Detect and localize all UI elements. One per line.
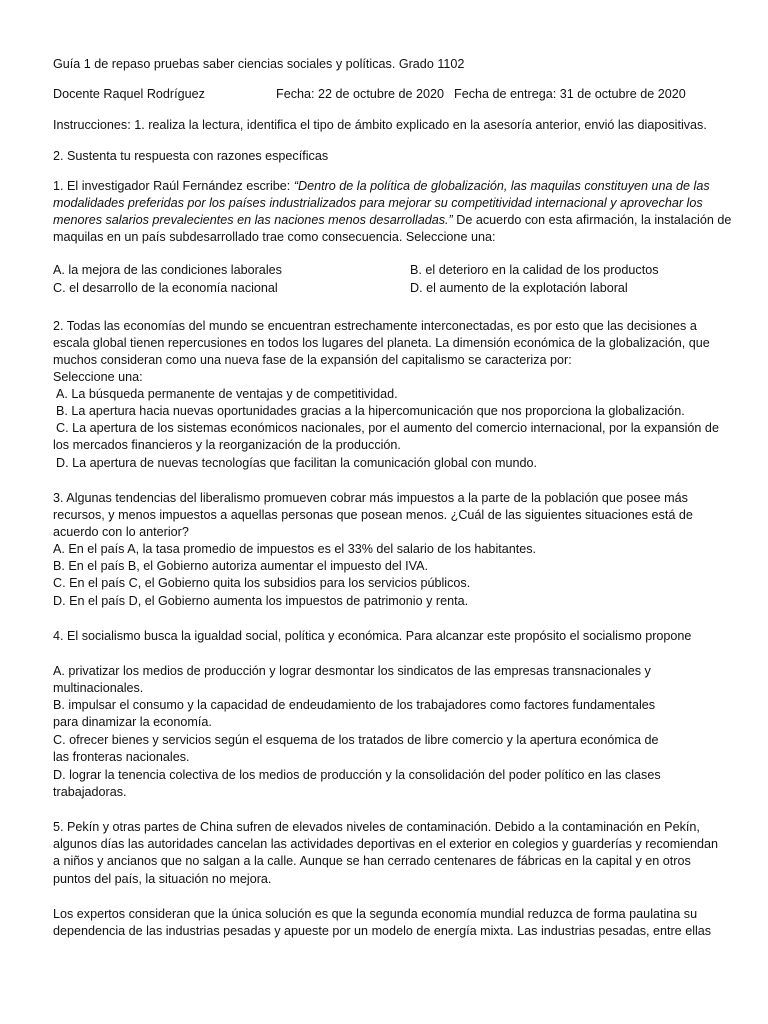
q2-line-3: muchos consideran como una nueva fase de la expansión del capitalismo se caracteriza por:: [53, 353, 572, 367]
q4-option-b-1: B. impulsar el consumo y la capacidad de endeudamiento de los trabajadores como factores fundamentales: [53, 698, 656, 712]
q4-option-a-1: A. privatizar los medios de producción y lograr desmontar los sindicatos de las empresas transnacionales y: [53, 664, 651, 678]
q3-option-c: C. En el país C, el Gobierno quita los subsidios para los servicios públicos.: [53, 576, 471, 590]
q1-option-b: B. el deterioro en la calidad de los productos: [410, 263, 659, 277]
q4-option-b-2: para dinamizar la economía.: [53, 715, 212, 729]
q3-line-1: 3. Algunas tendencias del liberalismo promueven cobrar más impuestos a la parte de la población que posee más: [53, 491, 688, 505]
q2-option-b: B. La apertura hacia nuevas oportunidades gracias a la hipercomunicación que nos proporciona la globalización.: [56, 404, 685, 418]
q5-line-3: a niños y ancianos que no salgan a la calle. Aunque se han cerrado centenares de fábricas en la capital y en otros: [53, 854, 691, 868]
q2-option-a: A. La búsqueda permanente de ventajas y de competitividad.: [56, 387, 398, 401]
q3-option-b: B. En el país B, el Gobierno autoriza aumentar el impuesto del IVA.: [53, 559, 428, 573]
q4-line-1: 4. El socialismo busca la igualdad social, política y económica. Para alcanzar este propósito el socialismo propone: [53, 629, 692, 643]
q2-option-c-1: C. La apertura de los sistemas económicos nacionales, por el aumento del comercio internacional, por la expansión de: [56, 421, 719, 435]
q1-line-1: [53, 178, 710, 195]
q1-option-c: C. el desarrollo de la economía nacional: [53, 281, 278, 295]
instruction-2: 2. Sustenta tu respuesta con razones específicas: [53, 149, 329, 163]
q2-line-4: Seleccione una:: [53, 370, 143, 384]
date: Fecha: 22 de octubre de 2020: [276, 87, 445, 101]
q1-quote-1: “Dentro de la política de globalización, las maquilas constituyen una de las: [293, 179, 710, 193]
q1-option-d: D. el aumento de la explotación laboral: [410, 281, 628, 295]
q2-option-c-2: los mercados financieros y la reorganización de la producción.: [53, 438, 401, 452]
q5-para-2-line-2: dependencia de las industrias pesadas y apueste por un modelo de energía mixta. Las industrias pesadas, entre ellas: [53, 924, 712, 938]
q1-after-quote: De acuerdo con esta afirmación, la instalación de: [452, 213, 732, 227]
q1-quote-2: modalidades preferidas por los países industrializados para mejorar su competitividad internacional y aprovechar los: [53, 196, 703, 210]
q1-intro: 1. El investigador Raúl Fernández escribe:: [53, 179, 294, 193]
q4-option-a-2: multinacionales.: [53, 681, 144, 695]
q2-line-1: 2. Todas las economías del mundo se encuentran estrechamente interconectadas, es por esto que las decisiones a: [53, 319, 697, 333]
q3-line-2: recursos, y menos impuestos a aquellas personas que posean menos. ¿Cuál de las siguientes situaciones está de: [53, 508, 693, 522]
q5-line-2: algunos días las autoridades cancelan las actividades deportivas en el exterior en colegios y guarderías y recomiendan: [53, 837, 719, 851]
q3-option-a: A. En el país A, la tasa promedio de impuestos es el 33% del salario de los habitantes.: [53, 542, 537, 556]
q2-line-2: escala global tienen repercusiones en todos los lugares del planeta. La dimensión económica de la globalización, que: [53, 336, 710, 350]
instructions: Instrucciones: 1. realiza la lectura, identifica el tipo de ámbito explicado en la asesoría anterior, envió las diapositivas.: [53, 118, 707, 132]
q5-para-2-line-1: Los expertos consideran que la única solución es que la segunda economía mundial reduzca de forma paulatina su: [53, 907, 698, 921]
q4-option-d-2: trabajadoras.: [53, 785, 127, 799]
q3-line-3: acuerdo con lo anterior?: [53, 525, 189, 539]
q4-option-d-1: D. lograr la tenencia colectiva de los medios de producción y la consolidación del poder político en las clases: [53, 768, 661, 782]
q1-option-a: A. la mejora de las condiciones laborales: [53, 263, 282, 277]
q1-line-3: [53, 212, 731, 229]
q5-line-1: 5. Pekín y otras partes de China sufren de elevados niveles de contaminación. Debido a la contaminación en Pekín,: [53, 820, 700, 834]
q1-line-4: maquilas en un país subdesarrollado trae como consecuencia. Seleccione una:: [53, 230, 496, 244]
q4-option-c-2: las fronteras nacionales.: [53, 750, 190, 764]
q4-option-c-1: C. ofrecer bienes y servicios según el esquema de los tratados de libre comercio y la apertura económica de: [53, 733, 659, 747]
due-date: Fecha de entrega: 31 de octubre de 2020: [454, 87, 686, 101]
q5-line-4: puntos del país, la situación no mejora.: [53, 872, 272, 886]
document-title: Guía 1 de repaso pruebas saber ciencias sociales y políticas. Grado 1102: [53, 57, 465, 71]
q3-option-d: D. En el país D, el Gobierno aumenta los impuestos de patrimonio y renta.: [53, 594, 469, 608]
q1-line-2: [53, 195, 703, 212]
teacher-name: Docente Raquel Rodríguez: [53, 87, 205, 101]
q2-option-d: D. La apertura de nuevas tecnologías que facilitan la comunicación global con mundo.: [56, 456, 537, 470]
q1-quote-3: menores salarios prevalecientes en las naciones menos desarrolladas.”: [53, 213, 453, 227]
